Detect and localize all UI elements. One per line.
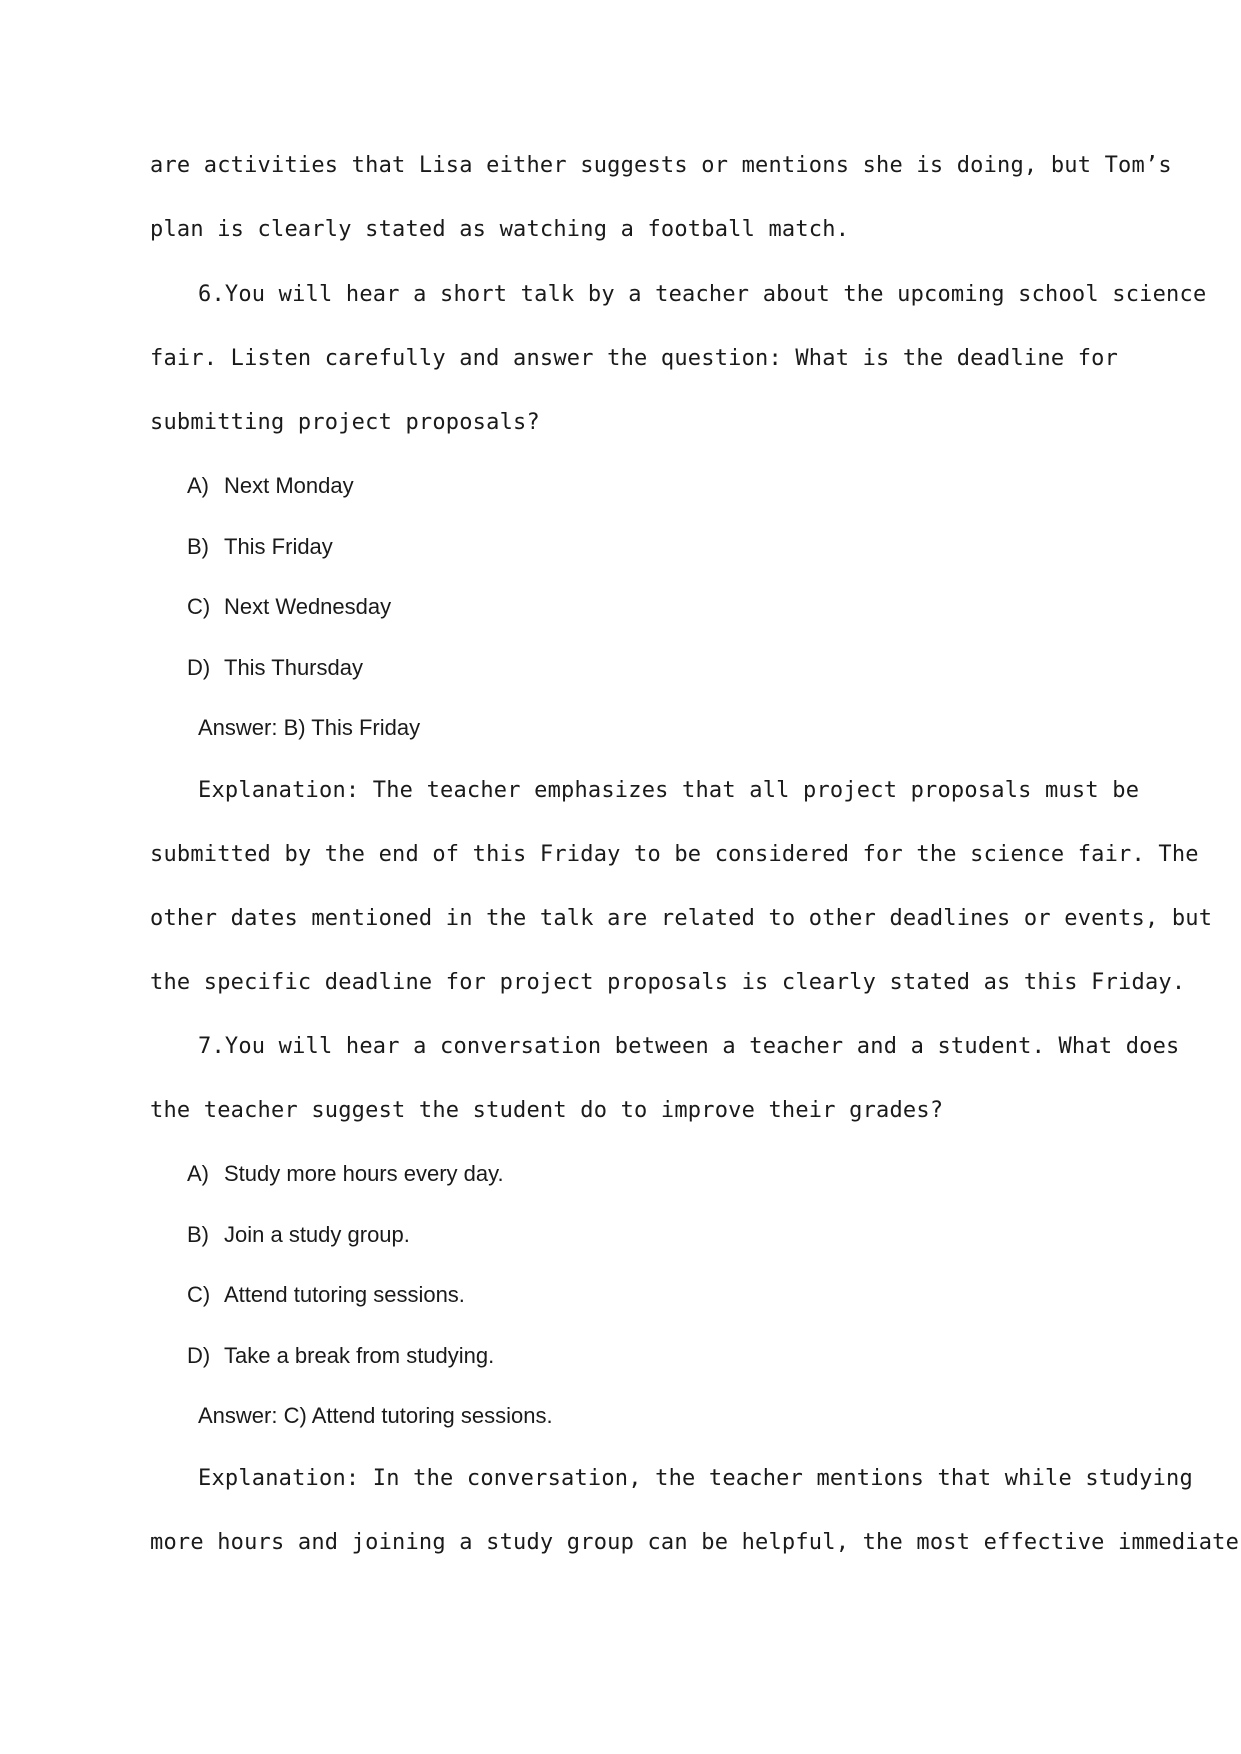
q7-stem-line-1: 7.You will hear a conversation between a teacher and a student. What does (198, 1034, 1180, 1059)
q6-option-b-letter: B) (187, 534, 209, 559)
q6-explanation-line-3: other dates mentioned in the talk are related to other deadlines or events, but (150, 906, 1213, 931)
q6-stem-line-3: submitting project proposals? (150, 410, 540, 435)
q6-explanation-line-4: the specific deadline for project proposals is clearly stated as this Friday. (150, 970, 1186, 995)
q6-option-a-letter: A) (187, 473, 209, 498)
q6-option-b (187, 532, 333, 562)
q6-explanation-line-2: submitted by the end of this Friday to be considered for the science fair. The (150, 842, 1199, 867)
q7-stem-line-2: the teacher suggest the student do to improve their grades? (150, 1098, 944, 1123)
q7-option-c (187, 1280, 465, 1310)
q7-option-c-letter: C) (187, 1282, 211, 1307)
q6-option-d (187, 653, 363, 683)
q7-option-a-letter: A) (187, 1161, 209, 1186)
q7-option-b (187, 1220, 410, 1250)
prev-explanation-line-1: are activities that Lisa either suggests or mentions she is doing, but Tom’s (150, 153, 1172, 178)
q6-option-c-text: Next Wednesday (224, 594, 392, 619)
q6-stem-line-1: 6.You will hear a short talk by a teacher about the upcoming school science (198, 282, 1207, 307)
q6-option-a-text: Next Monday (224, 473, 354, 498)
q7-answer: Answer: C) Attend tutoring sessions. (198, 1403, 553, 1428)
q6-answer: Answer: B) This Friday (198, 715, 421, 740)
q6-option-c (187, 592, 391, 622)
q7-option-a (187, 1159, 504, 1189)
q7-option-a-text: Study more hours every day. (224, 1161, 504, 1186)
q6-stem-line-2: fair. Listen carefully and answer the question: What is the deadline for (150, 346, 1119, 371)
q7-option-c-text: Attend tutoring sessions. (224, 1282, 465, 1307)
q7-explanation-line-1: Explanation: In the conversation, the teacher mentions that while studying (198, 1466, 1193, 1491)
q7-option-b-letter: B) (187, 1222, 209, 1247)
q7-option-d (187, 1341, 494, 1371)
q6-option-b-text: This Friday (224, 534, 333, 559)
q7-option-d-text: Take a break from studying. (224, 1343, 495, 1368)
prev-explanation-line-2: plan is clearly stated as watching a football match. (150, 217, 850, 242)
q7-explanation-line-2: more hours and joining a study group can be helpful, the most effective immediate (150, 1530, 1240, 1555)
q6-option-d-letter: D) (187, 655, 211, 680)
q7-option-b-text: Join a study group. (224, 1222, 410, 1247)
q6-option-a (187, 471, 354, 501)
q6-option-c-letter: C) (187, 594, 211, 619)
q7-option-d-letter: D) (187, 1343, 211, 1368)
q6-option-d-text: This Thursday (224, 655, 363, 680)
q6-explanation-line-1: Explanation: The teacher emphasizes that all project proposals must be (198, 778, 1140, 803)
